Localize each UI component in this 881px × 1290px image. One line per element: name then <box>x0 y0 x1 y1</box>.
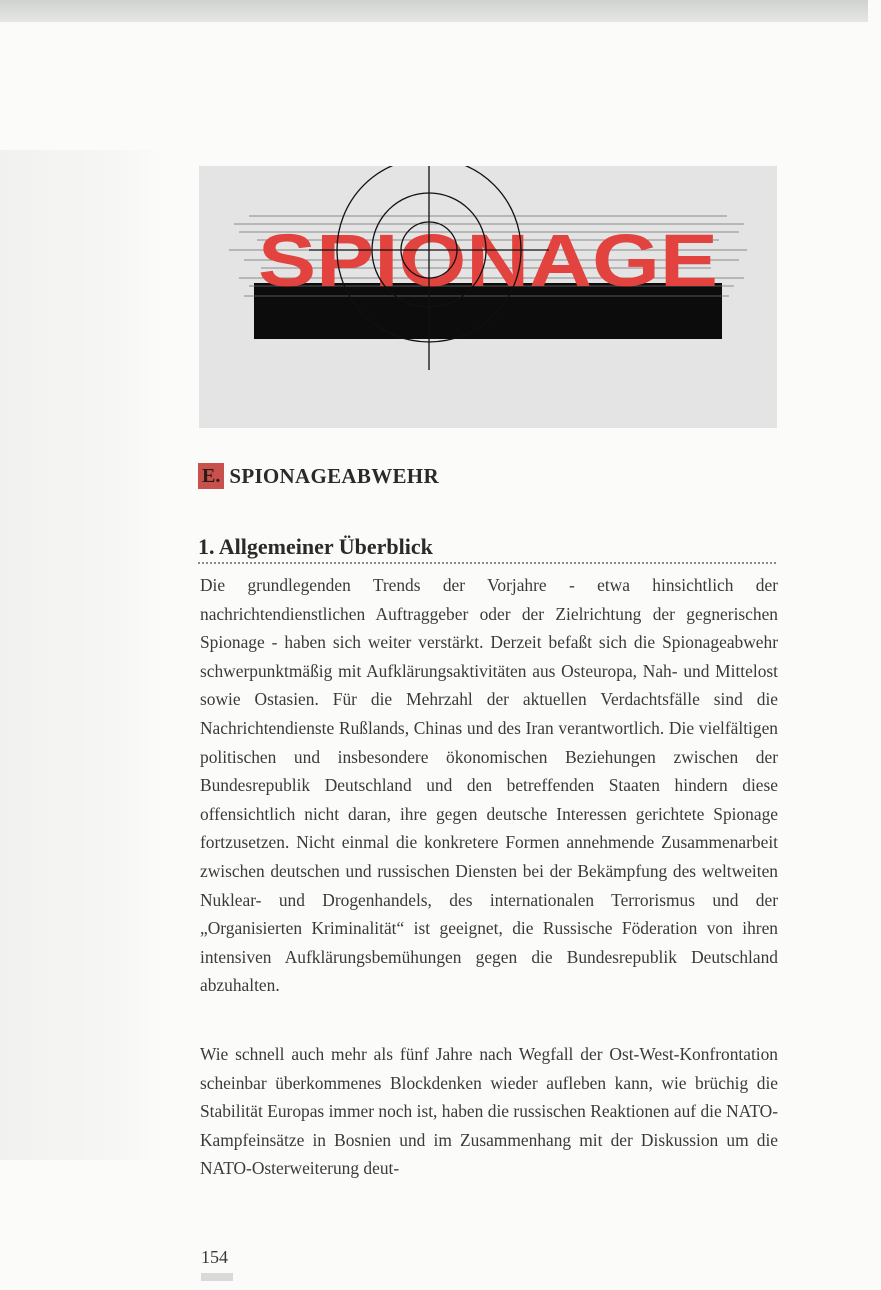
section-letter-badge: E. <box>198 463 224 489</box>
section-heading <box>198 463 439 489</box>
scan-edge-shadow <box>0 150 165 1160</box>
body-paragraph-2: Wie schnell auch mehr als fünf Jahre nach Wegfall der Ost-West-Konfrontation scheinbar überkommenes Blockdenken wieder aufleben kann, wie brüchig die Stabilität Europas immer noch ist, haben die russischen Reaktionen auf die NATO-Kampfeinsätze in Bosnien und im Zusammenhang mit der Diskussion um die NATO-Osterweiterung deut- <box>200 1044 778 1179</box>
banner-graphic <box>199 166 777 428</box>
page-number-mark <box>201 1273 233 1281</box>
body-paragraph-1: Die grundlegenden Trends der Vorjahre - etwa hinsichtlich der nachrichtendienstlichen Auftraggeber oder der Zielrichtung der gegnerischen Spionage - haben sich weiter verstärkt. Derzeit befaßt sich die Spionageabwehr schwerpunktmäßig mit Aufklärungsaktivitäten aus Osteuropa, Nah- und Mittelost sowie Ostasien. Für die Mehrzahl der aktuellen Verdachtsfälle sind die Nachrichtendienste Rußlands, Chinas und des Iran verantwortlich. Die vielfältigen politischen und insbesondere ökonomischen Beziehungen zwischen der Bundesrepublik Deutschland und den betreffenden Staaten hindern diese offensichtlich nicht daran, ihre gegen deutsche Interessen gerichtete Spionage fortzusetzen. Nicht einmal die konkretere Formen annehmende Zusammenarbeit zwischen deutschen und russischen Diensten bei der Bekämpfung des weltweiten Nuklear- und Drogenhandels, des internationalen Terrorismus und der „Organisierten Kriminalität“ ist geeignet, die Russische Föderation von ihren intensiven Aufklärungsbemühungen gegen die Bundesrepublik Deutschland abzuhalten. <box>200 575 778 996</box>
subsection-title: 1. Allgemeiner Überblick <box>198 534 776 564</box>
banner-word: SPIONAGE <box>258 219 718 302</box>
page-number: 154 <box>201 1247 228 1267</box>
spionage-banner <box>199 166 777 428</box>
section-title: SPIONAGEABWEHR <box>229 463 439 488</box>
scan-top-strip <box>0 0 868 22</box>
